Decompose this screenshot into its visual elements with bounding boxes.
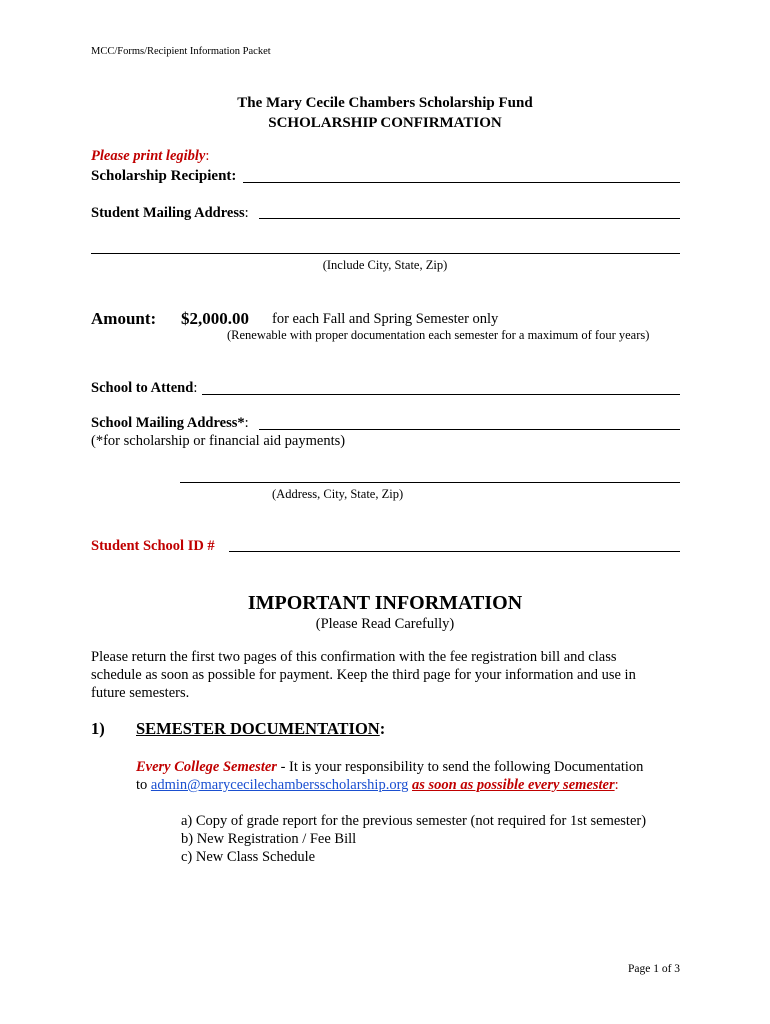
- documentation-line-1: [136, 758, 643, 776]
- list-item: c) New Class Schedule: [181, 849, 316, 865]
- school-address-field[interactable]: [259, 429, 680, 430]
- list-item: a) Copy of grade report for the previous semester (not required for 1st semester): [181, 813, 647, 829]
- school-colon: :: [193, 380, 198, 396]
- print-legibly-text: Please print legibly: [91, 148, 206, 164]
- mailing-address-label-group: [91, 205, 249, 222]
- asap-colon: :: [614, 777, 619, 793]
- list-item: b) New Registration / Fee Bill: [181, 831, 357, 847]
- school-address-colon: :: [244, 415, 249, 431]
- instructions-line-2: schedule as soon as possible for payment. Keep the third page for your information and use in: [91, 667, 636, 683]
- section-number: 1): [91, 719, 105, 738]
- school-address-field-line2[interactable]: [180, 482, 680, 483]
- admin-email-link[interactable]: admin@marycecilechambersscholarship.org: [150, 777, 409, 793]
- amount-description: for each Fall and Spring Semester only: [272, 311, 499, 327]
- form-title: SCHOLARSHIP CONFIRMATION: [268, 115, 502, 131]
- instructions-line-3: future semesters.: [91, 685, 190, 701]
- mailing-address-colon: :: [244, 205, 249, 221]
- to-word: to: [136, 777, 151, 793]
- section-title-colon: :: [379, 719, 386, 738]
- recipient-field[interactable]: [243, 182, 680, 183]
- amount-label: Amount:: [91, 309, 157, 328]
- instructions-line-1: Please return the first two pages of this confirmation with the fee registration bill and class: [91, 649, 617, 665]
- every-semester-label: Every College Semester: [136, 759, 277, 775]
- school-label-group: [91, 380, 197, 397]
- section-title: SEMESTER DOCUMENTATION: [136, 719, 380, 738]
- amount-value: $2,000.00: [181, 309, 249, 328]
- important-info-subheading: (Please Read Carefully): [315, 616, 455, 632]
- documentation-instructions: [136, 758, 643, 794]
- print-legibly-colon: :: [205, 148, 210, 164]
- school-address-note: (*for scholarship or financial aid payments): [91, 433, 346, 449]
- amount-renewal-note: (Renewable with proper documentation each semester for a maximum of four years): [227, 328, 650, 342]
- page-number: Page 1 of 3: [628, 963, 681, 975]
- student-id-field[interactable]: [229, 551, 680, 552]
- fund-title: The Mary Cecile Chambers Scholarship Fund: [237, 95, 533, 111]
- documentation-list: [181, 812, 646, 866]
- mailing-address-field-line2[interactable]: [91, 253, 680, 254]
- instructions-paragraph: [91, 648, 636, 702]
- asap-emphasis: as soon as possible every semester: [412, 777, 615, 793]
- school-address-label-group: [91, 415, 249, 432]
- mailing-address-hint: (Include City, State, Zip): [322, 258, 448, 272]
- school-address-hint: (Address, City, State, Zip): [272, 487, 404, 501]
- document-path-header: MCC/Forms/Recipient Information Packet: [91, 46, 271, 57]
- student-id-label: Student School ID #: [91, 538, 215, 554]
- documentation-line-2: [136, 776, 643, 794]
- school-label: School to Attend: [91, 380, 194, 396]
- section-title-group: [136, 719, 385, 739]
- recipient-label: Scholarship Recipient:: [91, 168, 237, 184]
- school-address-label: School Mailing Address*: [91, 415, 245, 431]
- print-legibly-note: [91, 148, 209, 165]
- school-field[interactable]: [202, 394, 680, 395]
- every-semester-text: - It is your responsibility to send the following Documentation: [276, 759, 644, 775]
- mailing-address-label: Student Mailing Address: [91, 205, 245, 221]
- important-info-heading: IMPORTANT INFORMATION: [247, 592, 523, 614]
- mailing-address-field[interactable]: [259, 218, 680, 219]
